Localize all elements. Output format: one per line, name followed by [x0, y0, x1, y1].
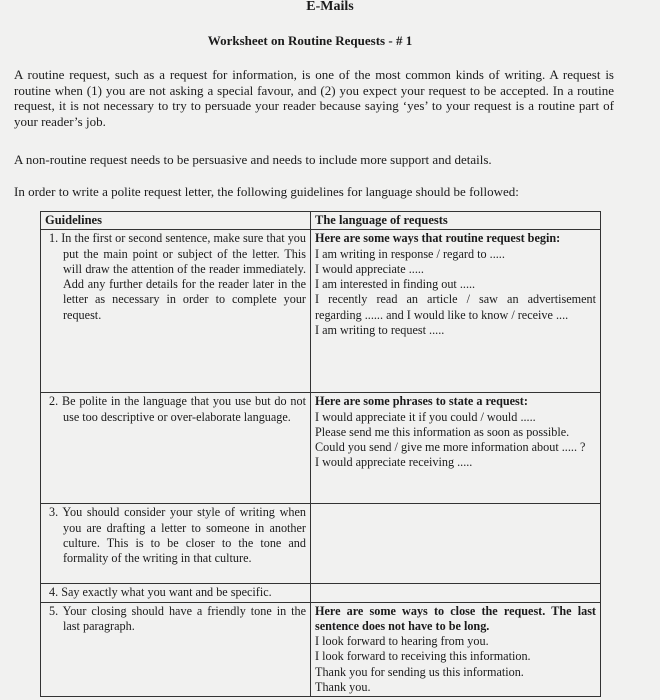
- col-header-language: The language of requests: [311, 212, 601, 230]
- guideline-text: 4. Say exactly what you want and be specific.: [49, 585, 272, 600]
- intro-paragraph-routine: A routine request, such as a request for information, is one of the most common kinds of writing. A request is routine when (1) you are not asking a special favour, and (2) you expect your request to be accepted. In a routine request, it is not necessary to try to persuade your reader because saying ‘yes’ to your request is a routine part of your reader’s job.: [14, 67, 614, 129]
- guideline-cell: [41, 584, 311, 602]
- language-cell-empty: [311, 504, 601, 584]
- language-line: I recently read an article / saw an advertisement regarding ...... and I would like to know / receive ....: [315, 292, 596, 322]
- language-line: I look forward to receiving this information.: [315, 649, 531, 664]
- language-heading: Here are some ways to close the request. The last sentence does not have to be long.: [315, 603, 596, 633]
- language-heading: Here are some phrases to state a request:: [315, 394, 528, 409]
- table-row: [41, 393, 601, 504]
- language-cell-empty: [311, 584, 601, 602]
- table-row: [41, 584, 601, 602]
- table-row: [41, 504, 601, 584]
- guideline-text: 5. Your closing should have a friendly tone in the last paragraph.: [49, 603, 306, 633]
- table-row: [41, 230, 601, 393]
- guideline-cell: [41, 393, 311, 504]
- language-line: I would appreciate it if you could / would .....: [315, 409, 536, 424]
- intro-paragraph-guidelines: In order to write a polite request letter, the following guidelines for language should be followed:: [14, 184, 519, 199]
- guidelines-table: [40, 211, 601, 697]
- language-cell: [311, 230, 601, 393]
- col-header-guidelines: Guidelines: [41, 212, 311, 230]
- language-line: Thank you.: [315, 680, 371, 695]
- guideline-cell: [41, 504, 311, 584]
- language-line: I would appreciate receiving .....: [315, 455, 473, 470]
- guideline-cell: [41, 602, 311, 697]
- guideline-text: 2. Be polite in the language that you use but do not use too descriptive or over-elaborate language.: [49, 394, 306, 424]
- language-line: I am interested in finding out .....: [315, 277, 476, 292]
- page-header: E-Mails: [306, 0, 354, 14]
- language-line: I would appreciate .....: [315, 261, 424, 276]
- language-cell: [311, 602, 601, 697]
- language-line: I am writing to request .....: [315, 323, 445, 338]
- language-heading: Here are some ways that routine request begin:: [315, 231, 561, 246]
- guideline-text: 1. In the first or second sentence, make sure that you put the main point or subject of the letter. This will draw the attention of the reader immediately. Add any further details for the reader later in the letter as necessary in order to complete your request.: [49, 231, 306, 322]
- intro-paragraph-non-routine: A non-routine request needs to be persuasive and needs to include more support and details.: [14, 152, 492, 167]
- table-header-row: [41, 212, 601, 230]
- language-line: Please send me this information as soon as possible.: [315, 424, 570, 439]
- language-line: Thank you for sending us this information.: [315, 664, 524, 679]
- language-line: Could you send / give me more information about ..... ?: [315, 440, 586, 455]
- guideline-text: 3. You should consider your style of writing when you are drafting a letter to someone in another culture. This is to be closer to the tone and formality of the writing in that culture.: [49, 505, 306, 566]
- worksheet-title: Worksheet on Routine Requests - # 1: [207, 33, 413, 48]
- guideline-cell: [41, 230, 311, 393]
- language-line: I am writing in response / regard to .....: [315, 246, 505, 261]
- language-line: I look forward to hearing from you.: [315, 634, 489, 649]
- language-cell: [311, 393, 601, 504]
- table-row: [41, 602, 601, 697]
